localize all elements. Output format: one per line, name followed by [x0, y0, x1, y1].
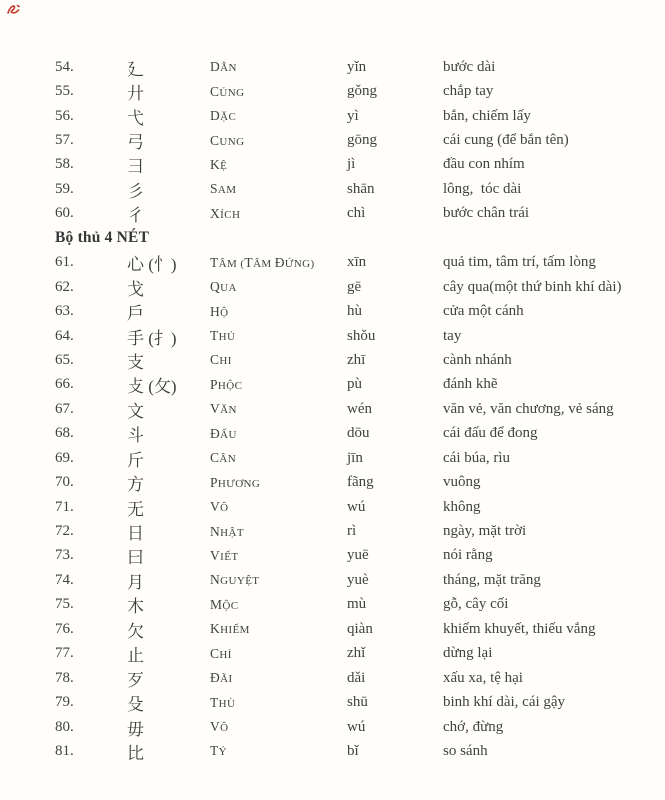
- table-row: [0, 397, 665, 421]
- pinyin-reading: xīn: [347, 254, 367, 271]
- meaning-text: bước dài: [443, 58, 496, 75]
- han-viet-name: PHƯƠNG: [210, 474, 261, 490]
- table-row: [0, 519, 665, 543]
- meaning-text: cây qua(một thứ binh khí dài): [443, 278, 622, 295]
- table-row: [0, 299, 665, 323]
- row-number: 60.: [55, 205, 74, 222]
- row-number: 75.: [55, 596, 74, 613]
- pinyin-reading: wú: [347, 718, 366, 735]
- row-number: 59.: [55, 180, 74, 197]
- pinyin-reading: shǒu: [347, 327, 376, 344]
- han-viet-name: KỆ: [210, 156, 228, 172]
- row-number: 73.: [55, 547, 74, 564]
- pinyin-reading: jīn: [347, 449, 363, 466]
- radical-character: 曰: [127, 548, 144, 568]
- pinyin-reading: zhǐ: [347, 645, 366, 662]
- radical-character: 攴 (攵): [127, 377, 177, 397]
- meaning-text: quả tim, tâm trí, tấm lòng: [443, 254, 596, 271]
- red-scribble-stroke: [8, 6, 19, 13]
- radical-character: 歹: [127, 670, 144, 690]
- meaning-text: binh khí dài, cái gậy: [443, 694, 566, 711]
- radical-character: 戶: [127, 304, 144, 324]
- han-viet-name: HỘ: [210, 303, 229, 319]
- pinyin-reading: mù: [347, 596, 367, 613]
- han-viet-name: CUNG: [210, 132, 245, 148]
- pinyin-reading: yì: [347, 107, 359, 124]
- row-number: 65.: [55, 351, 74, 368]
- pinyin-reading: dǎi: [347, 669, 366, 686]
- han-viet-name: VĂN: [210, 401, 237, 417]
- row-number: 58.: [55, 156, 74, 173]
- radical-character: 月: [127, 572, 144, 592]
- han-viet-name: SAM: [210, 181, 237, 197]
- pinyin-reading: gǒng: [347, 83, 377, 100]
- row-number: 57.: [55, 132, 74, 149]
- table-row: [0, 128, 665, 152]
- row-number: 76.: [55, 620, 74, 637]
- table-row: [0, 544, 665, 568]
- han-viet-name: PHỘC: [210, 376, 243, 392]
- han-viet-name: NHẬT: [210, 523, 244, 539]
- table-row: [0, 568, 665, 592]
- han-viet-name: TỶ: [210, 743, 228, 759]
- row-number: 66.: [55, 376, 74, 393]
- meaning-text: lông, tóc dài: [443, 180, 522, 197]
- pinyin-reading: wén: [347, 400, 372, 417]
- pinyin-reading: shān: [347, 180, 375, 197]
- table-row: [0, 739, 665, 763]
- han-viet-name: VÔ: [210, 499, 229, 515]
- meaning-text: vuông: [443, 474, 481, 491]
- meaning-text: cành nhánh: [443, 351, 512, 368]
- red-scribble-icon: [6, 3, 21, 16]
- pinyin-reading: fãng: [347, 474, 374, 491]
- table-row: [0, 251, 665, 275]
- meaning-text: đánh khẽ: [443, 376, 498, 393]
- table-row: [0, 79, 665, 103]
- pinyin-reading: shū: [347, 694, 368, 711]
- table-row: [0, 202, 665, 226]
- radical-character: 方: [127, 475, 144, 495]
- radical-character: 止: [127, 646, 144, 666]
- han-viet-name: TÂM (TÂM ĐỨNG): [210, 254, 315, 270]
- radical-character: 彳: [127, 206, 144, 226]
- radical-character: 彐: [127, 157, 144, 177]
- table-row: [0, 495, 665, 519]
- meaning-text: xấu xa, tệ hại: [443, 669, 523, 686]
- table-row: [0, 177, 665, 201]
- row-number: 61.: [55, 254, 74, 271]
- table-row: [0, 275, 665, 299]
- row-number: 77.: [55, 645, 74, 662]
- han-viet-name: CỦNG: [210, 83, 245, 99]
- table-row: [0, 324, 665, 348]
- table-row: [0, 470, 665, 494]
- radical-character: 文: [127, 401, 144, 421]
- meaning-text: văn vẻ, văn chương, vẻ sáng: [443, 400, 614, 417]
- pinyin-reading: yuè: [347, 571, 369, 588]
- meaning-text: khiếm khuyết, thiếu vắng: [443, 620, 596, 637]
- table-row: [0, 690, 665, 714]
- han-viet-name: CÂN: [210, 450, 237, 466]
- han-viet-name: VIẾT: [210, 547, 239, 563]
- han-viet-name: DẶC: [210, 108, 237, 124]
- row-number: 62.: [55, 278, 74, 295]
- table-row: [0, 153, 665, 177]
- radical-character: 无: [127, 499, 144, 519]
- pinyin-reading: pù: [347, 376, 362, 393]
- han-viet-name: MỘC: [210, 596, 239, 612]
- radical-character: 心 (忄): [127, 255, 177, 275]
- han-viet-name: XÍCH: [210, 205, 241, 221]
- table-row: [0, 666, 665, 690]
- row-number: 55.: [55, 83, 74, 100]
- table-row: [0, 642, 665, 666]
- meaning-text: không: [443, 498, 481, 515]
- meaning-text: đầu con nhím: [443, 156, 525, 173]
- radical-character: 斤: [127, 450, 144, 470]
- meaning-text: cái búa, rìu: [443, 449, 511, 466]
- meaning-text: cửa một cánh: [443, 303, 524, 320]
- meaning-text: bắn, chiếm lấy: [443, 107, 531, 124]
- table-row: [0, 446, 665, 470]
- han-viet-name: ĐẤU: [210, 425, 237, 441]
- meaning-text: chắp tay: [443, 83, 494, 100]
- meaning-text: ngày, mặt trời: [443, 523, 527, 540]
- radical-character: 毋: [127, 719, 144, 739]
- pinyin-reading: bǐ: [347, 742, 359, 759]
- han-viet-name: ĐÃI: [210, 670, 233, 686]
- meaning-text: tay: [443, 327, 462, 344]
- row-number: 74.: [55, 571, 74, 588]
- radical-character: 弋: [127, 108, 144, 128]
- table-row: [0, 593, 665, 617]
- row-number: 78.: [55, 669, 74, 686]
- radical-character: 戈: [127, 279, 144, 299]
- han-viet-name: DẪN: [210, 59, 237, 75]
- section-header: Bộ thủ 4 NÉT: [55, 229, 150, 247]
- table-row: [0, 348, 665, 372]
- row-number: 63.: [55, 303, 74, 320]
- radical-character: 彡: [127, 181, 144, 201]
- row-number: 71.: [55, 498, 74, 515]
- pinyin-reading: gōng: [347, 132, 377, 149]
- han-viet-name: QUA: [210, 279, 237, 295]
- row-number: 54.: [55, 58, 74, 75]
- han-viet-name: THÙ: [210, 694, 236, 710]
- han-viet-name: NGUYỆT: [210, 572, 260, 588]
- meaning-text: cái đấu để đong: [443, 425, 538, 442]
- meaning-text: nói rằng: [443, 547, 493, 564]
- radical-character: 殳: [127, 695, 144, 715]
- table-row: [0, 373, 665, 397]
- han-viet-name: VÔ: [210, 719, 229, 735]
- radical-table: [0, 55, 665, 764]
- pinyin-reading: wú: [347, 498, 366, 515]
- radical-character: 日: [127, 524, 144, 544]
- pinyin-reading: chì: [347, 205, 366, 222]
- meaning-text: chớ, đừng: [443, 718, 504, 735]
- han-viet-name: THỦ: [210, 328, 236, 344]
- pinyin-reading: dōu: [347, 425, 370, 442]
- han-viet-name: CHI: [210, 352, 232, 368]
- han-viet-name: KHIẾM: [210, 621, 250, 637]
- radical-character: 欠: [127, 621, 144, 641]
- meaning-text: dừng lại: [443, 645, 493, 662]
- radical-character: 手 (扌): [127, 328, 177, 348]
- red-scribble-dot: [18, 6, 20, 7]
- row-number: 56.: [55, 107, 74, 124]
- radical-character: 支: [127, 352, 144, 372]
- table-row: [0, 617, 665, 641]
- row-number: 69.: [55, 449, 74, 466]
- table-row: [0, 55, 665, 79]
- meaning-text: cái cung (để bắn tên): [443, 132, 569, 149]
- pinyin-reading: zhī: [347, 351, 366, 368]
- pinyin-reading: hù: [347, 303, 362, 320]
- radical-character: 廴: [127, 59, 144, 79]
- row-number: 64.: [55, 327, 74, 344]
- meaning-text: bước chân trái: [443, 205, 530, 222]
- pinyin-reading: rì: [347, 523, 357, 540]
- pinyin-reading: jì: [347, 156, 356, 173]
- table-row: [0, 422, 665, 446]
- radical-character: 廾: [127, 84, 144, 104]
- row-number: 68.: [55, 425, 74, 442]
- row-number: 81.: [55, 742, 74, 759]
- table-row: [0, 104, 665, 128]
- pinyin-reading: yǐn: [347, 58, 367, 75]
- table-row: [0, 715, 665, 739]
- meaning-text: gỗ, cây cối: [443, 596, 509, 613]
- row-number: 72.: [55, 523, 74, 540]
- row-number: 67.: [55, 400, 74, 417]
- radical-character: 斗: [127, 426, 144, 446]
- radical-character: 比: [127, 743, 144, 763]
- pinyin-reading: gē: [347, 278, 362, 295]
- row-number: 70.: [55, 474, 74, 491]
- pinyin-reading: qiàn: [347, 620, 373, 637]
- row-number: 79.: [55, 694, 74, 711]
- meaning-text: so sánh: [443, 742, 488, 759]
- pinyin-reading: yuē: [347, 547, 369, 564]
- radical-character: 木: [127, 597, 144, 617]
- meaning-text: tháng, mặt trăng: [443, 571, 541, 588]
- radical-character: 弓: [127, 133, 144, 153]
- han-viet-name: CHỈ: [210, 645, 232, 661]
- row-number: 80.: [55, 718, 74, 735]
